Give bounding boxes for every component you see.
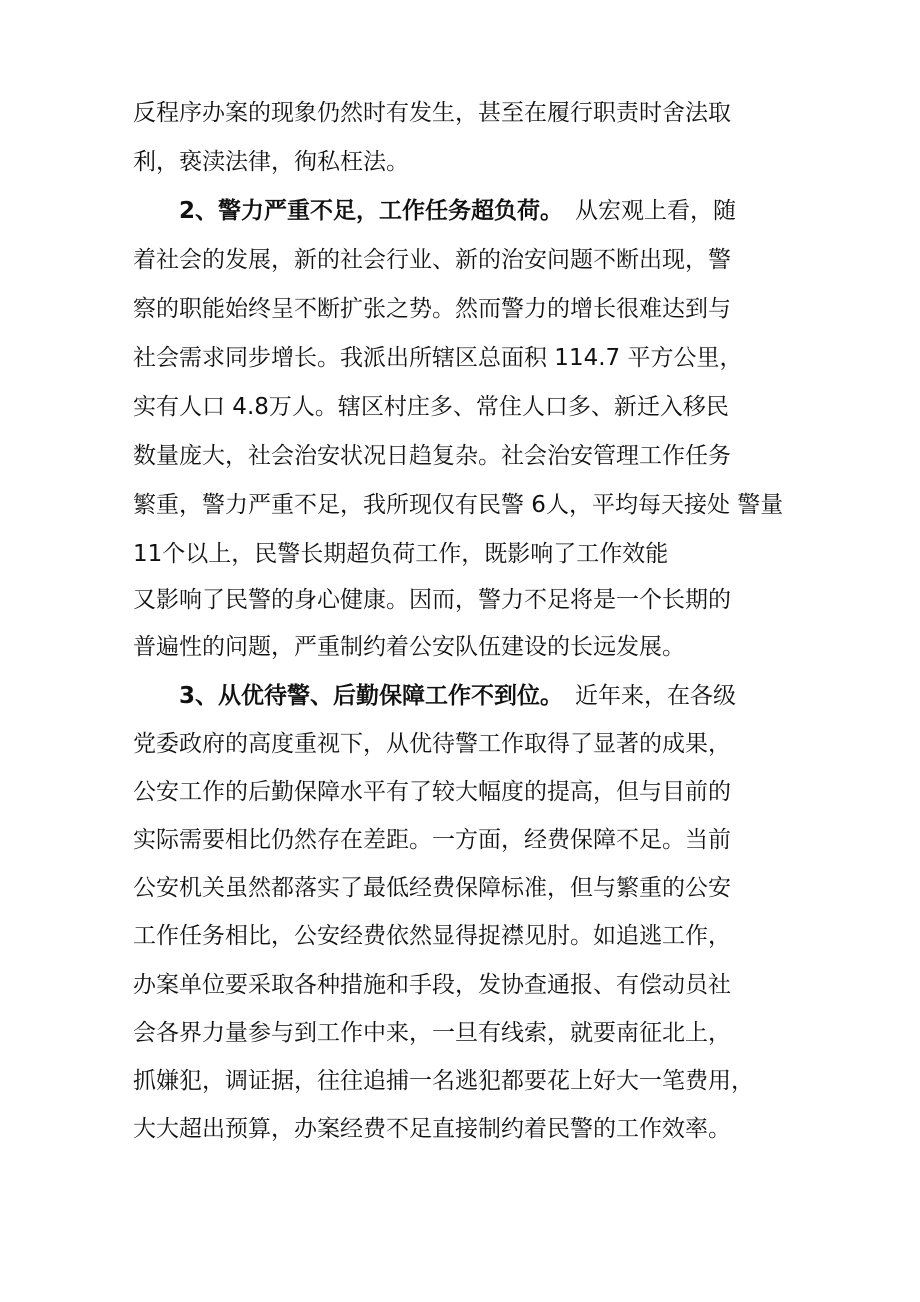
text-line: 反程序办案的现象仍然时有发生，甚至在履行职责时舍法取 <box>133 100 731 126</box>
text-line: 繁重，警力严重不足，我所现仅有民警 6人，平均每天接处 警量 <box>133 492 784 518</box>
section-line <box>179 681 736 711</box>
text-line: 数量庞大，社会治安状况日趋复杂。社会治安管理工作任务 <box>133 443 731 469</box>
text-line: 着社会的发展，新的社会行业、新的治安问题不断出现，警 <box>133 247 731 273</box>
text-line: 党委政府的高度重视下，从优待警工作取得了显著的成果， <box>133 731 731 757</box>
text-line: 工作任务相比，公安经费依然显得捉襟见肘。如追逃工作， <box>133 923 731 949</box>
section-heading: 3、从优待警、后勤保障工作不到位。 <box>179 683 564 709</box>
section-heading: 2、警力严重不足，工作任务超负荷。 <box>179 198 564 224</box>
text-line: 公安工作的后勤保障水平有了较大幅度的提高，但与目前的 <box>133 779 731 805</box>
section-text: 近年来，在各级 <box>575 683 737 709</box>
text-line: 实际需要相比仍然存在差距。一方面，经费保障不足。当前 <box>133 827 731 853</box>
text-line: 办案单位要采取各种措施和手段，发协查通报、有偿动员社 <box>133 972 731 998</box>
text-line: 社会需求同步增长。我派出所辖区总面积 114.7 平方公里， <box>133 345 743 371</box>
text-line: 察的职能始终呈不断扩张之势。然而警力的增长很难达到与 <box>133 296 731 322</box>
text-line: 实有人口 4.8万人。辖区村庄多、常住人口多、新迁入移民 <box>133 394 729 420</box>
section-text: 从宏观上看，随 <box>575 198 737 224</box>
text-line: 抓嫌犯，调证据，往往追捕一名逃犯都要花上好大一笔费用， <box>133 1068 754 1094</box>
text-line: 11个以上，民警长期超负荷工作，既影响了工作效能 <box>133 541 669 567</box>
text-line: 又影响了民警的身心健康。因而，警力不足将是一个长期的 <box>133 587 731 613</box>
text-line: 大大超出预算，办案经费不足直接制约着民警的工作效率。 <box>133 1116 731 1142</box>
text-line: 利，亵渎法律，徇私枉法。 <box>133 149 409 175</box>
text-line: 会各界力量参与到工作中来，一旦有线索，就要南征北上， <box>133 1020 731 1046</box>
text-line: 普遍性的问题，严重制约着公安队伍建设的长远发展。 <box>133 634 685 660</box>
text-line: 公安机关虽然都落实了最低经费保障标准，但与繁重的公安 <box>133 875 731 901</box>
section-line <box>179 196 736 226</box>
